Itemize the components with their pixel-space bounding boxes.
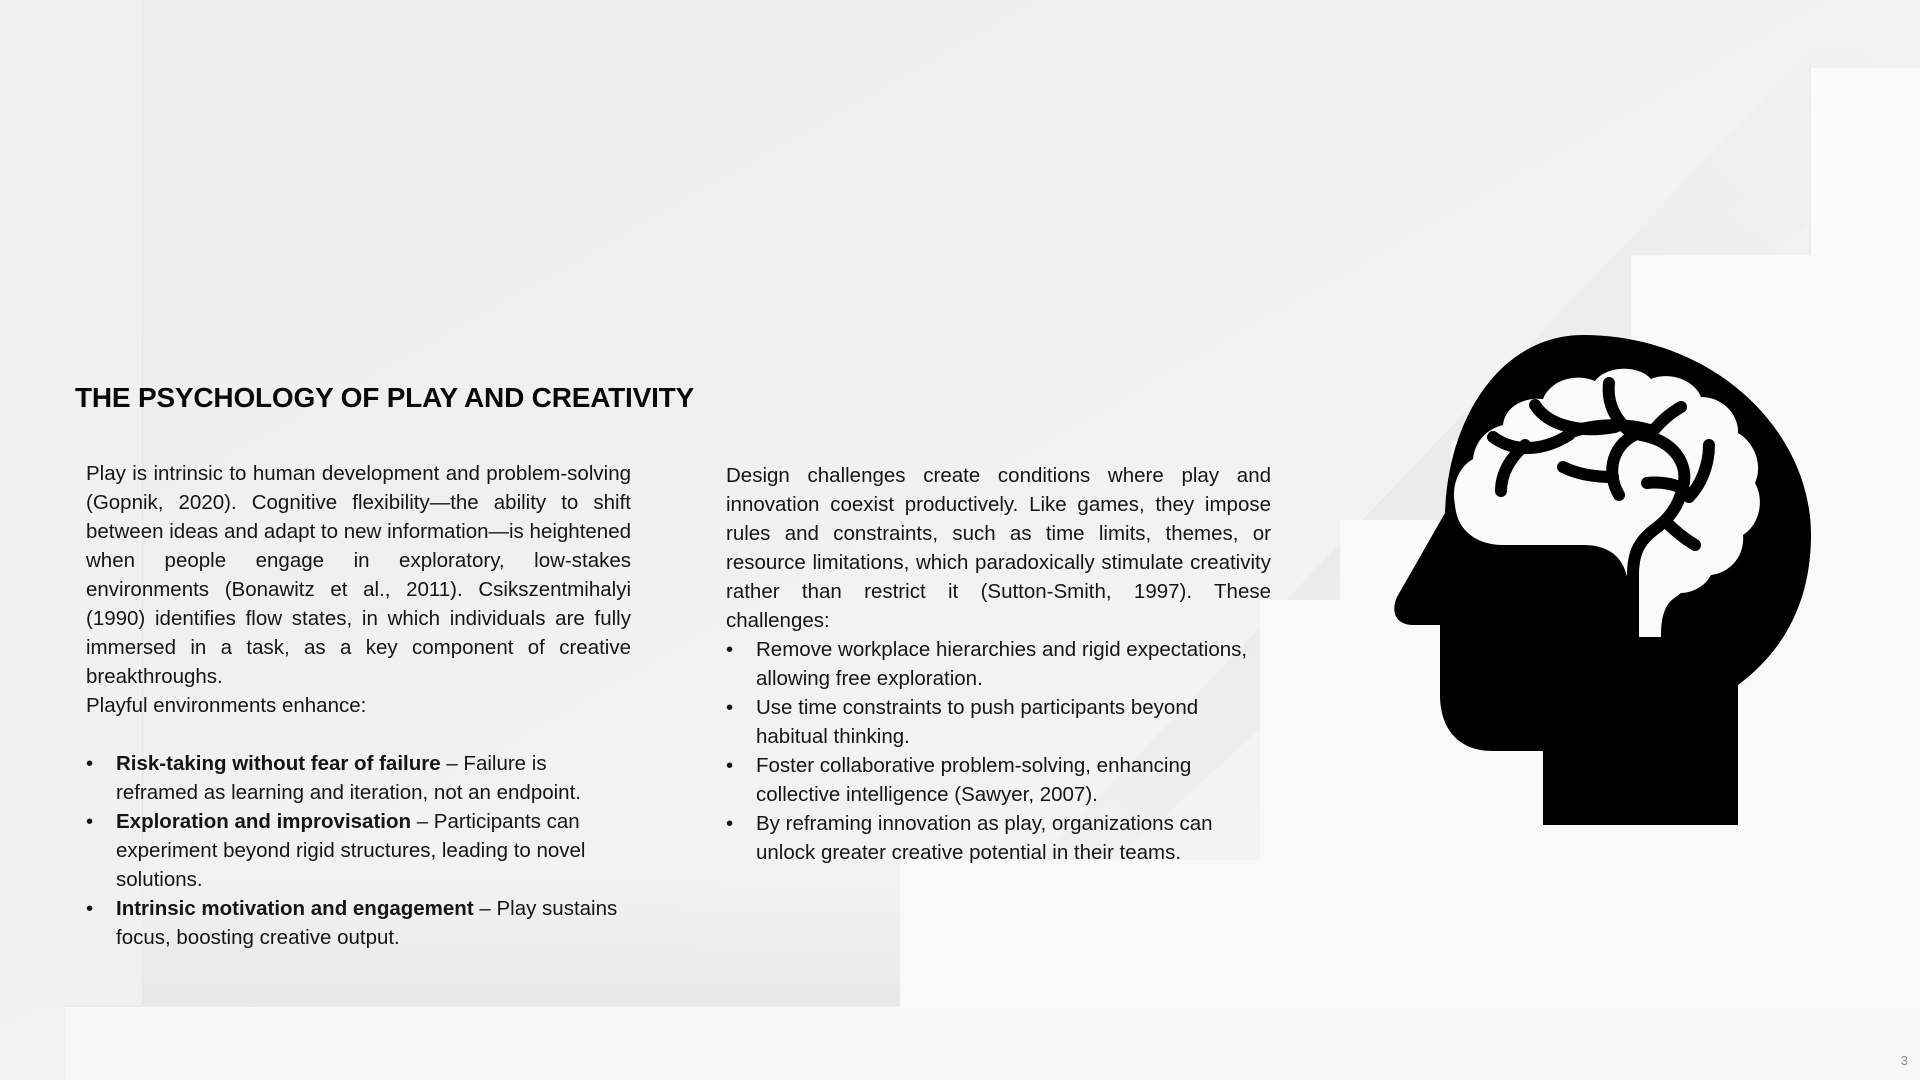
list-item bbox=[726, 751, 1271, 809]
list-item bbox=[726, 693, 1271, 751]
list-item bbox=[726, 635, 1271, 693]
bullet-text: – Failure is reframed as learning and iteration, not an endpoint. bbox=[116, 752, 581, 804]
bullet-icon: • bbox=[86, 810, 94, 833]
slide-title: THE PSYCHOLOGY OF PLAY AND CREATIVITY bbox=[75, 382, 695, 413]
bullet-icon: • bbox=[726, 638, 734, 661]
list-item bbox=[86, 807, 631, 894]
head-with-brain-icon bbox=[1393, 335, 1813, 825]
bullet-heading: Exploration and improvisation bbox=[116, 810, 412, 833]
bullet-icon: • bbox=[86, 752, 94, 775]
bullet-icon: • bbox=[726, 754, 734, 777]
list-item bbox=[726, 809, 1271, 867]
design-challenges-paragraph: Design challenges create conditions where play and innovation coexist productively. Like games, they impose rules and constraints, such as time limits, themes, or resource limitations, which paradoxically stimulate creativity rather than restrict it (Sutton-Smith, 1997). These challenges: bbox=[726, 464, 1271, 632]
left-text-column bbox=[86, 459, 631, 952]
challenges-list bbox=[726, 635, 1271, 867]
bullet-heading: Intrinsic motivation and engagement bbox=[116, 897, 474, 920]
lead-in-text: Playful environments enhance: bbox=[86, 694, 367, 717]
bullet-text: – Play sustains focus, boosting creative output. bbox=[116, 897, 618, 949]
page-number: 3 bbox=[1900, 1053, 1908, 1068]
benefits-list bbox=[86, 749, 631, 952]
bullet-text: – Participants can experiment beyond rigid structures, leading to novel solutions. bbox=[116, 810, 586, 891]
bullet-icon: • bbox=[86, 897, 94, 920]
bullet-text: Use time constraints to push participants beyond habitual thinking. bbox=[756, 696, 1199, 748]
bullet-text: Remove workplace hierarchies and rigid expectations, allowing free exploration. bbox=[756, 638, 1248, 690]
bullet-text: Foster collaborative problem-solving, enhancing collective intelligence (Sawyer, 2007). bbox=[756, 754, 1192, 806]
spacer bbox=[86, 720, 631, 749]
bullet-heading: Risk-taking without fear of failure bbox=[116, 752, 441, 775]
middle-text-column bbox=[726, 461, 1271, 867]
bullet-text: By reframing innovation as play, organizations can unlock greater creative potential in their teams. bbox=[756, 812, 1213, 864]
list-item bbox=[86, 894, 631, 952]
bullet-icon: • bbox=[726, 696, 734, 719]
intro-paragraph: Play is intrinsic to human development and problem-solving (Gopnik, 2020). Cognitive flexibility—the ability to shift between ideas and adapt to new information—is heightened when people engage in exploratory, low-stakes environments (Bonawitz et al., 2011). Csikszentmihalyi (1990) identifies flow states, in which individuals are fully immersed in a task, as a key component of creative breakthroughs. bbox=[86, 462, 631, 688]
bullet-icon: • bbox=[726, 812, 734, 835]
list-item bbox=[86, 749, 631, 807]
